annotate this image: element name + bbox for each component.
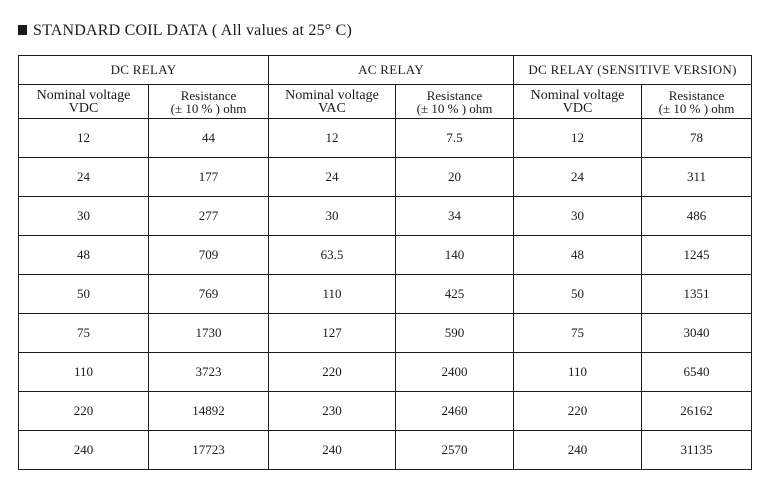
table-row [19,392,752,431]
table-row [19,275,752,314]
group-header-dc-relay: DC RELAY [19,56,269,85]
sensitive-voltage-cell: 12 [514,119,642,158]
dc-voltage-cell: 240 [19,431,149,470]
col-header-line: Nominal voltage [36,87,131,103]
group-header-ac-relay: AC RELAY [269,56,514,85]
dc-resistance-cell: 277 [149,197,269,236]
coil-data-body [19,119,752,470]
ac-resistance-cell: 2570 [396,431,514,470]
dc-resistance-cell: 3723 [149,353,269,392]
sensitive-resistance-cell: 311 [642,158,752,197]
table-row [19,158,752,197]
sensitive-voltage-cell: 220 [514,392,642,431]
ac-resistance-cell: 7.5 [396,119,514,158]
col-header-line: Nominal voltage [530,87,625,103]
dc-voltage-cell: 30 [19,197,149,236]
dc-resistance-cell: 769 [149,275,269,314]
col-header-line: (± 10 % ) ohm [658,100,735,116]
ac-resistance-cell: 2400 [396,353,514,392]
col-header-dc-resistance [149,85,269,119]
ac-voltage-cell: 24 [269,158,396,197]
col-header-ac-voltage [269,85,396,119]
dc-voltage-cell: 220 [19,392,149,431]
group-header-dc-relay-sensitive: DC RELAY (SENSITIVE VERSION) [514,56,752,85]
sensitive-resistance-cell: 486 [642,197,752,236]
col-header-line: VDC [562,100,593,116]
ac-voltage-cell: 240 [269,431,396,470]
sensitive-voltage-cell: 48 [514,236,642,275]
col-header-sensitive-voltage [514,85,642,119]
ac-resistance-cell: 20 [396,158,514,197]
col-header-line: Resistance [426,87,483,103]
coil-data-table [18,55,752,470]
dc-voltage-cell: 48 [19,236,149,275]
dc-voltage-cell: 110 [19,353,149,392]
ac-resistance-cell: 425 [396,275,514,314]
col-header-line: Resistance [180,87,237,103]
ac-voltage-cell: 110 [269,275,396,314]
col-header-line: Resistance [668,87,725,103]
table-row [19,197,752,236]
table-row [19,119,752,158]
dc-resistance-cell: 1730 [149,314,269,353]
ac-voltage-cell: 30 [269,197,396,236]
ac-voltage-cell: 12 [269,119,396,158]
sensitive-resistance-cell: 6540 [642,353,752,392]
dc-voltage-cell: 75 [19,314,149,353]
page-title-text: STANDARD COIL DATA ( All values at 25° C) [33,22,352,39]
sensitive-resistance-cell: 26162 [642,392,752,431]
ac-voltage-cell: 127 [269,314,396,353]
col-header-sensitive-resistance [642,85,752,119]
group-header-row [19,56,752,85]
col-header-line: (± 10 % ) ohm [170,100,247,116]
sub-header-row [19,85,752,119]
col-header-ac-resistance [396,85,514,119]
table-row [19,236,752,275]
table-row [19,431,752,470]
sensitive-voltage-cell: 30 [514,197,642,236]
sensitive-voltage-cell: 240 [514,431,642,470]
dc-voltage-cell: 24 [19,158,149,197]
table-row [19,353,752,392]
dc-voltage-cell: 50 [19,275,149,314]
sensitive-resistance-cell: 1245 [642,236,752,275]
dc-resistance-cell: 14892 [149,392,269,431]
dc-resistance-cell: 44 [149,119,269,158]
col-header-dc-voltage [19,85,149,119]
table-row [19,314,752,353]
col-header-line: VDC [68,100,99,116]
page-title [18,22,352,40]
sensitive-voltage-cell: 24 [514,158,642,197]
col-header-line: VAC [318,100,346,116]
sensitive-voltage-cell: 75 [514,314,642,353]
ac-resistance-cell: 2460 [396,392,514,431]
ac-resistance-cell: 140 [396,236,514,275]
sensitive-voltage-cell: 110 [514,353,642,392]
sensitive-resistance-cell: 78 [642,119,752,158]
col-header-line: (± 10 % ) ohm [416,100,493,116]
col-header-line: Nominal voltage [285,87,379,103]
square-bullet-icon [18,25,27,35]
ac-resistance-cell: 34 [396,197,514,236]
sensitive-voltage-cell: 50 [514,275,642,314]
dc-resistance-cell: 177 [149,158,269,197]
ac-voltage-cell: 230 [269,392,396,431]
ac-voltage-cell: 63.5 [269,236,396,275]
dc-voltage-cell: 12 [19,119,149,158]
dc-resistance-cell: 709 [149,236,269,275]
dc-resistance-cell: 17723 [149,431,269,470]
sensitive-resistance-cell: 1351 [642,275,752,314]
ac-resistance-cell: 590 [396,314,514,353]
ac-voltage-cell: 220 [269,353,396,392]
sensitive-resistance-cell: 31135 [642,431,752,470]
sensitive-resistance-cell: 3040 [642,314,752,353]
